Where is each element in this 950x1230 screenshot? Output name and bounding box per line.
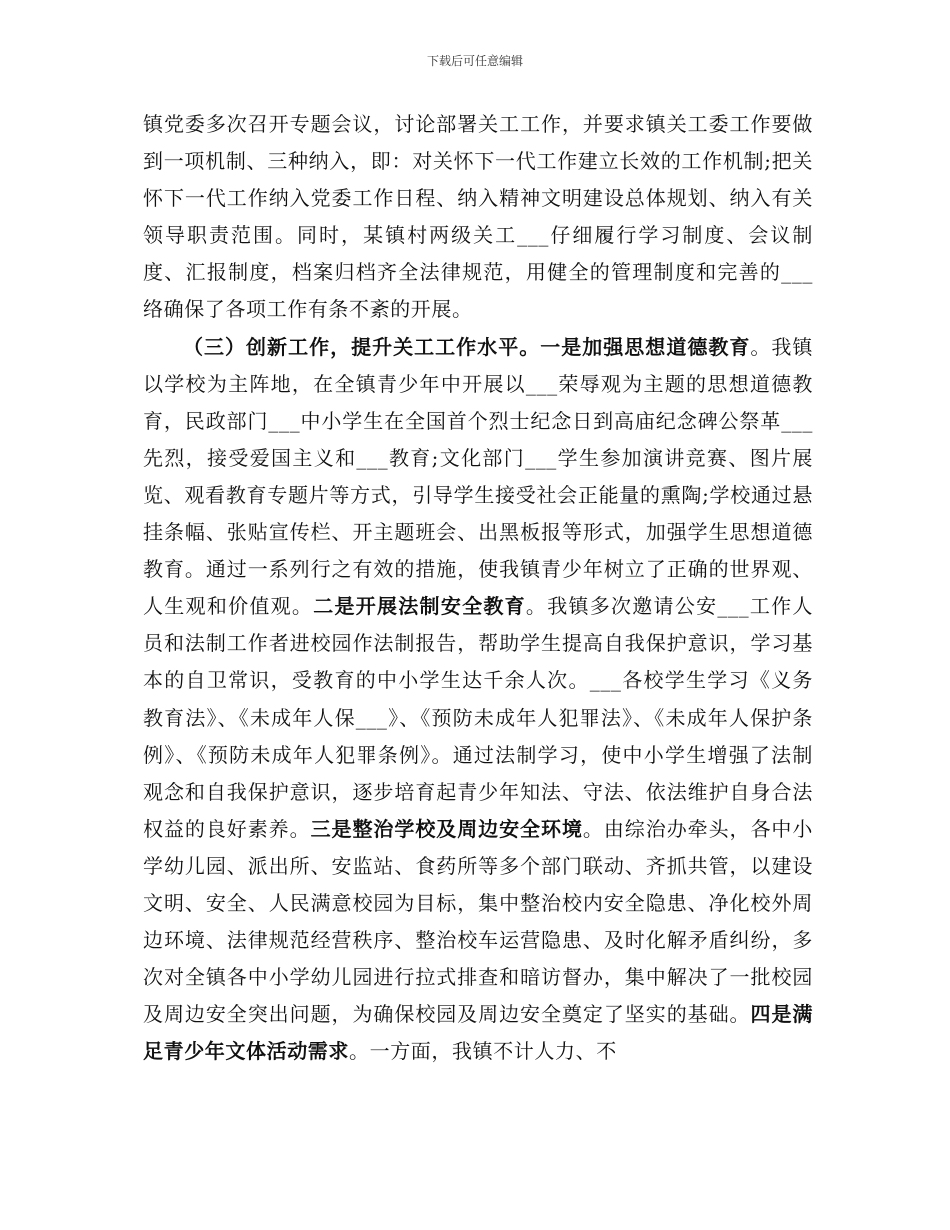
section-heading: （三）创新工作，提升关工工作水平。 [183, 334, 541, 359]
paragraph [143, 329, 813, 1071]
page-header: 下载后可任意编辑 [426, 54, 523, 68]
bold-lead-4: 四是满足青少年文体活动需求 [143, 1002, 813, 1064]
paragraph-text: 。我镇多次邀请公安___工作人员和法制工作者进校园作法制报告，帮助学生提高自我保护意识，学习基本的自卫常识，受教育的中小学生达千余人次。___各校学生学习《义务教育法》、《未成年人保___》、《预防未成年人犯罪法》、《未成年人保护条例》、《预防未成年人犯罪条例》。通过法制学习，使中小学生增强了法制观念和自我保护意识，逐步培育起青少年知法、守法、依法维护自身合法权益的良好素养。 [143, 594, 813, 841]
bold-lead-1: 一是加强思想道德教育 [540, 334, 751, 359]
paragraph [143, 106, 813, 329]
paragraph-text: 。我镇以学校为主阵地，在全镇青少年中开展以___荣辱观为主题的思想道德教育，民政部门___中小学生在全国首个烈士纪念日到高庙纪念碑公祭革___先烈，接受爱国主义和___教育;文化部门___学生参加演讲竞赛、图片展览、观看教育专题片等方式，引导学生接受社会正能量的熏陶;学校通过悬挂条幅、张贴宣传栏、开主题班会、出黑板报等形式，加强学生思想道德教育。通过一系列行之有效的措施，使我镇青少年树立了正确的世界观、人生观和价值观。 [143, 334, 814, 619]
paragraph-text: 镇党委多次召开专题会议，讨论部署关工工作，并要求镇关工委工作要做到一项机制、三种纳入，即：对关怀下一代工作建立长效的工作机制;把关怀下一代工作纳入党委工作日程、纳入精神文明建设总体规划、纳入有关领导职责范围。同时，某镇村两级关工___仔细履行学习制度、会议制度、汇报制度，档案归档齐全法律规范，用健全的管理制度和完善的___络确保了各项工作有条不紊的开展。 [143, 112, 813, 322]
document-body [143, 106, 813, 1070]
bold-lead-3: 三是整治学校及周边安全环境 [310, 816, 583, 841]
paragraph-text: 。由综治办牵头，各中小学幼儿园、派出所、安监站、食药所等多个部门联动、齐抓共管，以建设文明、安全、人民满意校园为目标，集中整治校内安全隐患、净化校外周边环境、法律规范经营秩序、整治校车运营隐患、及时化解矛盾纠纷，多次对全镇各中小学幼儿园进行拉式排查和暗访督办，集中解决了一批校园及周边安全突出问题，为确保校园及周边安全奠定了坚实的基础。 [143, 816, 813, 1027]
bold-lead-2: 二是开展法制安全教育 [313, 594, 526, 619]
paragraph-text: 。一方面，我镇不计人力、不 [349, 1039, 617, 1064]
